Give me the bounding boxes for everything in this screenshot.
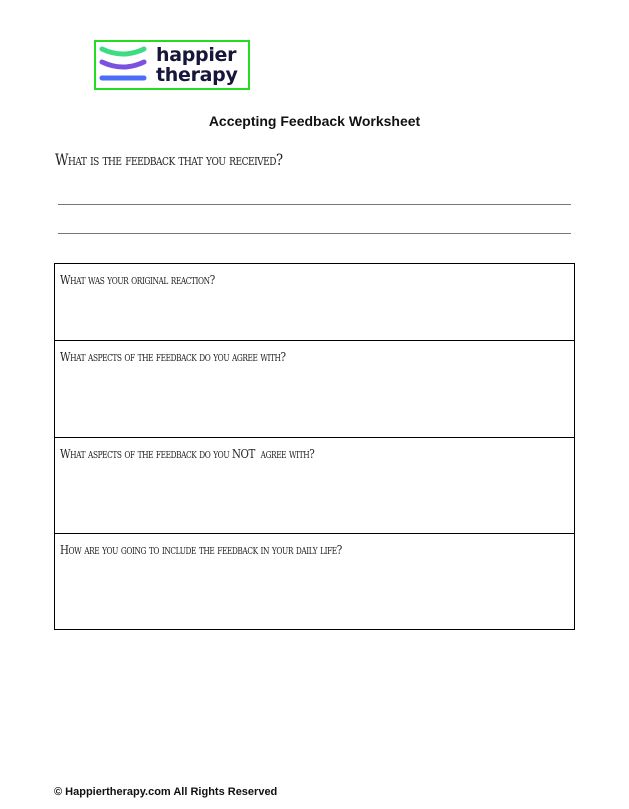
main-question: What is the feedback that you received? [55,150,283,169]
table-row-disagree[interactable] [55,437,574,533]
row-label: What aspects of the feedback do you agree with? [60,349,286,364]
footer-copyright: © Happiertherapy.com All Rights Reserved [54,786,278,798]
logo-text-line2: therapy [156,64,238,86]
logo-text-line1: happier [156,44,237,66]
table-row-include-daily-life[interactable] [55,533,574,629]
happier-therapy-logo-icon [98,45,148,85]
row-label: How are you going to include the feedback in your daily life? [60,542,342,557]
table-row-original-reaction[interactable] [55,264,574,340]
table-row-agree[interactable] [55,340,574,437]
worksheet-title: Accepting Feedback Worksheet [208,113,421,129]
logo [94,40,250,90]
logo-text [156,45,238,85]
row-label: What aspects of the feedback do you NOT agree with? [60,446,315,461]
answer-line[interactable] [58,204,571,205]
answer-line[interactable] [58,233,571,234]
row-label: What was your original reaction? [60,272,215,287]
worksheet-table [54,263,575,630]
